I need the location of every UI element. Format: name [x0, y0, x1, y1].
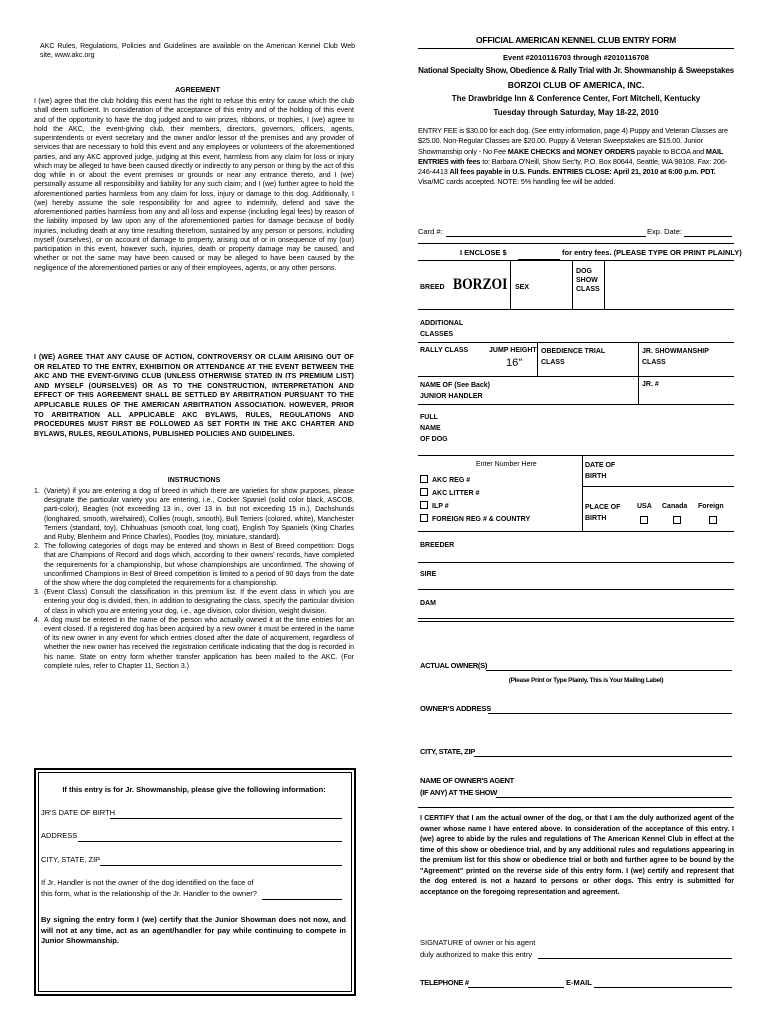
- card-label: Card #:: [418, 227, 443, 236]
- grid-rule: [418, 404, 734, 405]
- venue: The Drawbridge Inn & Conference Center, Fort Mitchell, Kentucky: [451, 94, 701, 103]
- breeder-label: BREEDER: [420, 542, 455, 549]
- ilp-option[interactable]: ILP #: [420, 501, 449, 511]
- junior-handler-label: NAME OF (See Back) JUNIOR HANDLER: [420, 382, 491, 400]
- akc-litter-checkbox[interactable]: [420, 488, 428, 496]
- usa-checkbox[interactable]: [640, 516, 648, 524]
- show-name: National Specialty Show, Obedience & Rally Trial with Jr. Showmanship & Sweepstakes: [418, 66, 734, 75]
- additional-classes-label: ADDITIONAL CLASSES: [420, 320, 464, 338]
- akc-litter-option[interactable]: AKC LITTER #: [420, 488, 479, 498]
- grid-rule: [638, 342, 639, 376]
- agreement-title: AGREEMENT: [175, 87, 220, 94]
- signature-field[interactable]: [538, 958, 732, 959]
- owner-address-field[interactable]: [488, 713, 732, 714]
- owner-address-label: OWNER'S ADDRESS: [420, 704, 492, 713]
- dog-show-class-label: DOG SHOW CLASS: [576, 268, 600, 293]
- jr-certification: By signing the entry form I (we) certify that the Junior Showman does not now, and will not at any time, act as an agent/handler for pay while continuing to compete in Junior Showmanship.: [41, 915, 346, 945]
- instruction-item: 3. (Event Class) Consult the classification in this premium list. If the event class in which you are entering your dog is divided, then, in addition to designating the class, specify the particular division of class in which you are entering your dog, i.e., age division, color division, weight division.: [34, 589, 354, 615]
- grid-rule: [537, 342, 538, 376]
- for-entry-fees: for entry fees. (PLEASE TYPE OR PRINT PLAINLY): [562, 248, 742, 257]
- email-field[interactable]: [594, 987, 732, 988]
- agreement-text: I (we) agree that the club holding this event has the right to refuse this entry for cause which the club shall deem sufficient. In consideration of the acceptance of this entry and of the holding of this event and of the opportunity to have the dog judged and to win prizes, ribbons, or trophies, I (we) agree to hold the AKC, the event-giving club, their members, directors, governors, officers, agents, superintendents or event secretary and the owner and/or lessor of the premises and any provider of services that are necessary to hold this event and any employees or volunteers of the aforementioned parties, and any AKC approved judge, judging at this event, harmless from any claim for loss or injury which may be alleged to have been caused directly or indirectly to any person or thing by the act of this dog while in or about the event premises or grounds or near any entrance thereto, and I (we) personally assume all responsibility and liability for any such claim; and I (we) further agree to hold the aforementioned parties harmless from any claim for loss, injury or damage to this dog. Additionally, I (we) hereby assume the sole responsibility for and agree to indemnify, defend and save the aforementioned parties harmless from any and all loss and expense (including legal fees) by reason of the liability imposed by law upon any of the aforementioned parties for damage because of bodily injuries, including death at any time resulting therefrom, sustained by any person or persons, including myself (ourselves), or on account of damage to property, arising out of or in onsequence of my (our) participation in this event, however such, injuries, death or property damage may be caused, and whether or not the same may have been caused or may be alleged to have been caused by the negligence of the aforementioned parties or any of their employees, agents, or any other persons.: [34, 98, 354, 272]
- jr-address-label: ADDRESS: [41, 831, 78, 840]
- owner-certification: I CERTIFY that I am the actual owner of the dog, or that I am the duly authorized agent of the owner whose name I have entered above. In consideration of the acceptance of this entry. I (we) agree to abide by the rules and regulations of The American Kennel Club in effect at the time of this show or obedience trial, and by any additional rules and regulations appearing in the premium list for this show or obedience trial or both and further agree to be bound by the "Agreement" printed on the reverse side of this entry form. I (we) certify and represent that the dog entered is not a hazard to persons or other dogs. This entry is submitted for acceptance on the foregoing representation and agreement.: [420, 815, 734, 896]
- grid-rule: [418, 342, 734, 343]
- grid-rule: [604, 260, 605, 309]
- grid-rule: [418, 807, 734, 808]
- show-dates: Tuesday through Saturday, May 18-22, 2010: [493, 108, 659, 117]
- foreign-reg-option[interactable]: FOREIGN REG # & COUNTRY: [420, 514, 530, 524]
- canada-checkbox[interactable]: [673, 516, 681, 524]
- owners-agent-label: NAME OF OWNER'S AGENT (IF ANY) AT THE SHOW: [420, 776, 514, 797]
- foreign-reg-checkbox[interactable]: [420, 514, 428, 522]
- enclose-label: I ENCLOSE $: [460, 248, 507, 257]
- telephone-label: TELEPHONE #: [420, 978, 469, 987]
- owners-agent-field[interactable]: [496, 797, 732, 798]
- event-numbers: Event #2010116703 through #2010116708: [503, 53, 649, 62]
- jr-box-title: If this entry is for Jr. Showmanship, please give the following information:: [62, 785, 326, 794]
- city-state-zip-field[interactable]: [474, 756, 732, 757]
- usa-label: USA: [637, 503, 652, 510]
- grid-rule: [418, 243, 734, 244]
- grid-rule: [582, 455, 583, 531]
- grid-rule: [638, 376, 639, 404]
- instruction-item: 2. The following categories of dogs may be entered and shown in Best of Breed competition: Dogs that are Champions of Record and dogs which, according to their owners' records, have completed the requirements for a championship, but whose championships are unconfirmed. The showing of unconfirmed Champions in Best of Breed competition is limited to a period of 90 days from the date of the show where the dog completed the requirements for a championship.: [34, 543, 354, 588]
- sex-label: SEX: [515, 284, 530, 291]
- jump-height-value[interactable]: 16": [506, 357, 523, 369]
- jr-address-field[interactable]: [78, 841, 342, 842]
- grid-rule: [418, 531, 734, 532]
- akc-reg-checkbox[interactable]: [420, 475, 428, 483]
- instructions-list: [34, 487, 354, 671]
- exp-date-field[interactable]: [684, 236, 732, 237]
- breed-value[interactable]: BORZOI: [453, 276, 508, 293]
- grid-rule: [418, 309, 734, 310]
- jr-showmanship-class-label: JR. SHOWMANSHIP CLASS: [642, 348, 709, 366]
- jump-height-label: JUMP HEIGHT: [489, 347, 537, 354]
- akc-note: AKC Rules, Regulations, Policies and Guidelines are available on the American Kennel Club Web site, www.akc.org: [40, 43, 355, 60]
- jr-relationship-field[interactable]: [262, 899, 342, 900]
- dam-label: DAM: [420, 600, 436, 607]
- telephone-field[interactable]: [468, 987, 564, 988]
- grid-rule: [418, 376, 734, 377]
- sire-label: SIRE: [420, 571, 437, 578]
- canada-label: Canada: [662, 503, 688, 510]
- jr-handler-question-2: this form, what is the relationship of the Jr. Handler to the owner?: [41, 889, 257, 898]
- grid-rule: [510, 260, 511, 309]
- ilp-checkbox[interactable]: [420, 501, 428, 509]
- instruction-item: 1. (Variety) if you are entering a dog of breed in which there are varieties for show purposes, please designate the particular variety you are entering, i.e., Cocker Spaniel (solid color black, ASCOB, parti-color), Beagles (not exceeding 13 in., over 13 in. but not exceeding 15 in.), Dachshunds (longhaired, smooth, wirehaired), Collies (rough, smooth), Bull Terriers (colored, white), Manchester Terriers (standard, toy), Chihuahuas (smooth coat, long coat), English Toy Spaniels (King Charles and Ruby, Blenheim and Prince Charles), Poodles (toy, miniature, standard).: [34, 488, 354, 542]
- jr-dob-label: JR'S DATE OF BIRTH: [41, 808, 116, 817]
- arbitration-text: I (WE) AGREE THAT ANY CAUSE OF ACTION, CONTROVERSY OR CLAIM ARISING OUT OF OR RELATED TO THE ENTRY, EXHIBITION OR ATTENDANCE AT THE EVENT BETWEEN THE AKC AND THE EVENT-GIVING CLUB (UNLESS OTHERWISE STATED IN ITS PREMIUM LIST) AND MYSELF (OURSELVES) OR AS TO THE CONSTRUCTION, INTERPRETATION AND EFFECT OF THIS AGREEMENT SHALL BE SETTLED BY ARBITRATION PURSUANT TO THE APPLICABLE RULES OF THE AMERICAN ARBITRATION ASSOCIATION. HOWEVER, PRIOR TO ARBITRATION ALL APPLICABLE AKC BYLAWS, RULES, REGULATIONS AND PROCEDURES MUST FIRST BE FOLLOWED AS SET FORTH IN THE AKC CHARTER AND BYLAWS, RULES, REGULATIONS, PUBLISHED POLICIES AND GUIDELINES.: [34, 354, 354, 438]
- grid-rule: [418, 455, 734, 456]
- instructions-title: INSTRUCTIONS: [167, 477, 221, 484]
- entry-fee-info: ENTRY FEE is $30.00 for each dog. (See entry information, page 4) Puppy and Veteran Classes are $25.00. Non-Regular Classes are $20.00. Puppy & Veteran Sweepstakes are $15.00. Junior Showmanship only - No Fee MAKE CHECKS and MONEY ORDERS payable to BCOA and MAIL ENTRIES with fees to: Barbara O'Neill, Show Sec'ty, P.O. Box 80644, Seattle, WA 98108. Fax: 206-246-4413 All fees payable in U.S. Funds. ENTRIES CLOSE: April 21, 2010 at 6:00 p.m. PDT. Visa/MC cards accepted. NOTE: 5% handling fee will be added.: [418, 126, 728, 187]
- actual-owner-label: ACTUAL OWNER(S): [420, 661, 488, 670]
- obedience-trial-label: OBEDIENCE TRIAL CLASS: [541, 348, 606, 366]
- breed-label: BREED: [420, 284, 445, 291]
- city-state-zip-label: CITY, STATE, ZIP: [420, 747, 475, 756]
- rally-class-label: RALLY CLASS: [420, 347, 469, 354]
- foreign-checkbox[interactable]: [709, 516, 717, 524]
- actual-owner-field[interactable]: [486, 670, 732, 671]
- grid-rule: [418, 562, 734, 563]
- grid-rule: [572, 260, 573, 309]
- exp-label: Exp. Date:: [647, 227, 683, 236]
- place-of-birth-label: PLACE OF BIRTH: [585, 504, 621, 522]
- foreign-label: Foreign: [698, 503, 724, 510]
- grid-rule: [418, 260, 734, 261]
- grid-rule: [418, 618, 734, 619]
- title-rule: [418, 48, 734, 49]
- grid-rule: [582, 486, 734, 487]
- email-label: E-MAIL: [566, 978, 592, 987]
- enter-number-label: Enter Number Here: [476, 461, 537, 468]
- jr-city-field[interactable]: [100, 865, 342, 866]
- grid-rule: [418, 589, 734, 590]
- jr-city-label: CITY, STATE, ZIP: [41, 855, 101, 864]
- jr-handler-question-1: If Jr. Handler is not the owner of the dog identified on the face of: [41, 878, 254, 887]
- grid-rule: [418, 621, 734, 622]
- date-of-birth-label: DATE OF BIRTH: [585, 462, 616, 480]
- full-name-label: FULL NAME OF DOG: [420, 414, 448, 443]
- signature-label: SIGNATURE of owner or his agent duly authorized to make this entry: [420, 938, 536, 959]
- club-name: BORZOI CLUB OF AMERICA, INC.: [507, 80, 645, 90]
- jr-number-label: JR. #: [642, 381, 659, 388]
- form-title: OFFICIAL AMERICAN KENNEL CLUB ENTRY FORM: [475, 35, 677, 45]
- card-number-field[interactable]: [446, 236, 646, 237]
- jr-dob-field[interactable]: [110, 818, 342, 819]
- akc-reg-option[interactable]: AKC REG #: [420, 475, 470, 485]
- mailing-label-note: (Please Print or Type Plainly. This is Your Mailing Label): [508, 677, 664, 684]
- instruction-item: 4. A dog must be entered in the name of the person who actually owned it at the time entries for an event closed. If a registered dog has been acquired by a new owner it must be entered in the name of its new owner in any event for which entries closed after the date of acquirement, regardless of whether the new owner has received the registration certificate indicating that the dog is recorded in his name. State on entry form whether transfer application has been mailed to the AKC. (For complete rules, refer to Chapter 11, Section 3.): [34, 616, 354, 670]
